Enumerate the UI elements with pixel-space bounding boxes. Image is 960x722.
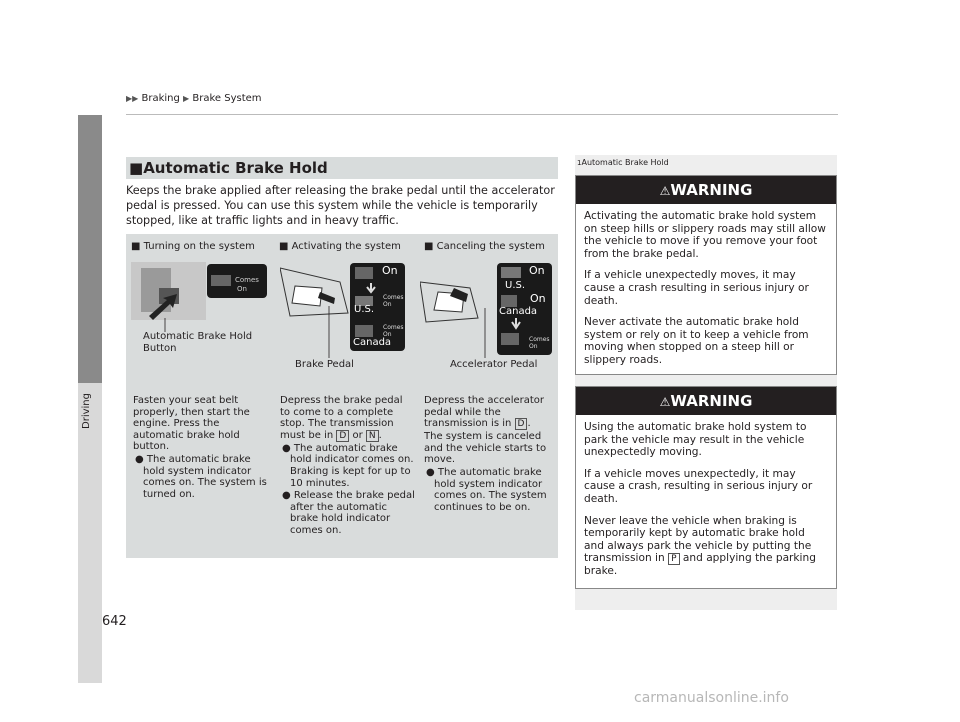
warning-header bbox=[576, 387, 836, 415]
step-text bbox=[424, 395, 554, 430]
indicator-on-label-cancel-2: On bbox=[530, 292, 546, 305]
column-text-turn-on bbox=[133, 395, 269, 501]
column-heading-cancel bbox=[424, 241, 545, 252]
gear-p-icon: P bbox=[668, 553, 679, 565]
figure-caption-button: Automatic Brake Hold Button bbox=[143, 331, 253, 354]
step-text bbox=[280, 395, 415, 442]
breadcrumb-part2[interactable]: Brake System bbox=[192, 93, 262, 104]
indicator-comes-on-label-cancel: Comes On bbox=[529, 336, 550, 350]
warning-header bbox=[576, 176, 836, 204]
column-text-activate bbox=[280, 395, 415, 538]
page-number: 642 bbox=[102, 614, 127, 629]
warning-box-1 bbox=[575, 175, 837, 375]
warning-box-2 bbox=[575, 386, 837, 589]
indicator-comes-on-label: Comes On bbox=[383, 294, 404, 308]
side-label: Driving bbox=[81, 393, 92, 429]
warning-heading: WARNING bbox=[670, 181, 753, 199]
bullet-text: The automatic brake hold indicator comes on. Braking is kept for up to 10 minutes. bbox=[290, 442, 414, 489]
heading-marker: ■ bbox=[279, 241, 289, 252]
warning-paragraph: If a vehicle moves unexpectedly, it may cause a crash, resulting in serious injury or death. bbox=[584, 467, 813, 505]
warning-paragraph: If a vehicle unexpectedly moves, it may cause a crash resulting in serious injury or death. bbox=[584, 269, 809, 307]
heading-text: Turning on the system bbox=[143, 241, 255, 252]
sidebar-title bbox=[577, 158, 669, 167]
column-heading-activate bbox=[279, 241, 401, 252]
breadcrumb-arrow-icon: ▶ bbox=[183, 94, 190, 103]
column-heading-turn-on bbox=[131, 241, 255, 252]
gear-d-icon: D bbox=[515, 418, 528, 430]
breadcrumb-arrow-icon: ▶▶ bbox=[126, 94, 139, 103]
heading-text: Activating the system bbox=[291, 241, 401, 252]
warning-paragraph: Activating the automatic brake hold system on steep hills or slippery roads may still allow the vehicle to move if you remove your foot from the brake pedal. bbox=[584, 210, 826, 260]
bullet-text: The automatic brake hold system indicator comes on. The system is turned on. bbox=[143, 453, 267, 500]
warning-body bbox=[576, 204, 836, 367]
step-text-post: . bbox=[378, 429, 382, 441]
side-tab bbox=[78, 115, 102, 383]
indicator-us-label-cancel: U.S. bbox=[505, 280, 526, 291]
indicator-on-label: On bbox=[382, 264, 398, 277]
watermark: carmanualsonline.info bbox=[634, 690, 789, 706]
step-text-post: . bbox=[527, 418, 531, 430]
step-text-pre: Depress the accelerator pedal while the transmission is in bbox=[424, 395, 545, 430]
warning-text-pre: Never leave the vehicle when braking is temporarily kept by automatic brake hold and always park the vehicle by putting the transmission in bbox=[584, 514, 812, 565]
intro-text: Keeps the brake applied after releasing the brake pedal until the accelerator pedal is pressed. You can use this system while the vehicle is temporarily stopped, like at traffic lights and in heavy traffic. bbox=[126, 184, 555, 227]
bullet-text: The automatic brake hold system indicator comes on. The system continues to be on. bbox=[434, 466, 547, 513]
note-marker-icon: 1 bbox=[577, 159, 582, 167]
indicator-us-label: U.S. bbox=[354, 304, 375, 315]
bullet-item: ● Release the brake pedal after the automatic brake hold indicator comes on. bbox=[282, 490, 415, 536]
or-text: or bbox=[352, 429, 363, 441]
warning-paragraph bbox=[584, 515, 828, 578]
step-text: Fasten your seat belt properly, then start the engine. Press the automatic brake hold button. bbox=[133, 395, 250, 453]
gear-d-icon: D bbox=[336, 430, 349, 442]
svg-text:Comes: Comes bbox=[235, 276, 259, 284]
brake-hold-button-illustration bbox=[131, 258, 271, 328]
indicator-canada-label: Canada bbox=[353, 337, 392, 348]
section-marker: ■ bbox=[129, 159, 144, 177]
warning-heading: WARNING bbox=[670, 392, 753, 410]
figure-caption-accelerator: Accelerator Pedal bbox=[450, 359, 538, 370]
bullet-item: ● The automatic brake hold system indicator comes on. The system is turned on. bbox=[135, 453, 267, 500]
bullet-text: Release the brake pedal after the automatic brake hold indicator comes on. bbox=[290, 490, 415, 536]
indicator-on-label-cancel: On bbox=[529, 264, 545, 277]
warning-paragraph: Using the automatic brake hold system to park the vehicle may result in the vehicle unexpectedly moving. bbox=[584, 421, 807, 459]
bullet-item: ● The automatic brake hold indicator comes on. Braking is kept for up to 10 minutes. bbox=[282, 442, 414, 489]
sidebar-title-text: Automatic Brake Hold bbox=[581, 158, 669, 167]
column-text-cancel bbox=[424, 395, 554, 514]
step-text-2: The system is canceled and the vehicle starts to move. bbox=[424, 431, 547, 466]
indicator-canada-label-cancel: Canada bbox=[499, 306, 538, 317]
warning-text-post: and applying the parking brake. bbox=[584, 552, 816, 578]
gear-n-icon: N bbox=[366, 430, 379, 442]
breadcrumb bbox=[126, 93, 262, 104]
svg-text:On: On bbox=[237, 285, 247, 293]
indicator-comes-on-label-2: Comes On bbox=[383, 324, 404, 338]
section-title-text: Automatic Brake Hold bbox=[143, 159, 328, 177]
section-title bbox=[129, 159, 328, 177]
heading-text: Canceling the system bbox=[436, 241, 545, 252]
figure-caption-brake-pedal: Brake Pedal bbox=[295, 359, 354, 370]
header-divider bbox=[126, 114, 838, 115]
warning-triangle-icon: ⚠ bbox=[659, 395, 671, 409]
warning-triangle-icon: ⚠ bbox=[659, 184, 671, 198]
warning-paragraph: Never activate the automatic brake hold system or rely on it to keep a vehicle from moving when stopped on a steep hill or slippery roads. bbox=[584, 316, 809, 366]
heading-marker: ■ bbox=[131, 241, 141, 252]
heading-marker: ■ bbox=[424, 241, 434, 252]
breadcrumb-part1[interactable]: Braking bbox=[141, 93, 180, 104]
callout-line bbox=[160, 318, 170, 332]
step-text-pre: Depress the brake pedal to come to a complete stop. The transmission must be in bbox=[280, 395, 403, 441]
bullet-item: ● The automatic brake hold system indicator comes on. The system continues to be on. bbox=[426, 466, 547, 513]
warning-body bbox=[576, 415, 836, 578]
